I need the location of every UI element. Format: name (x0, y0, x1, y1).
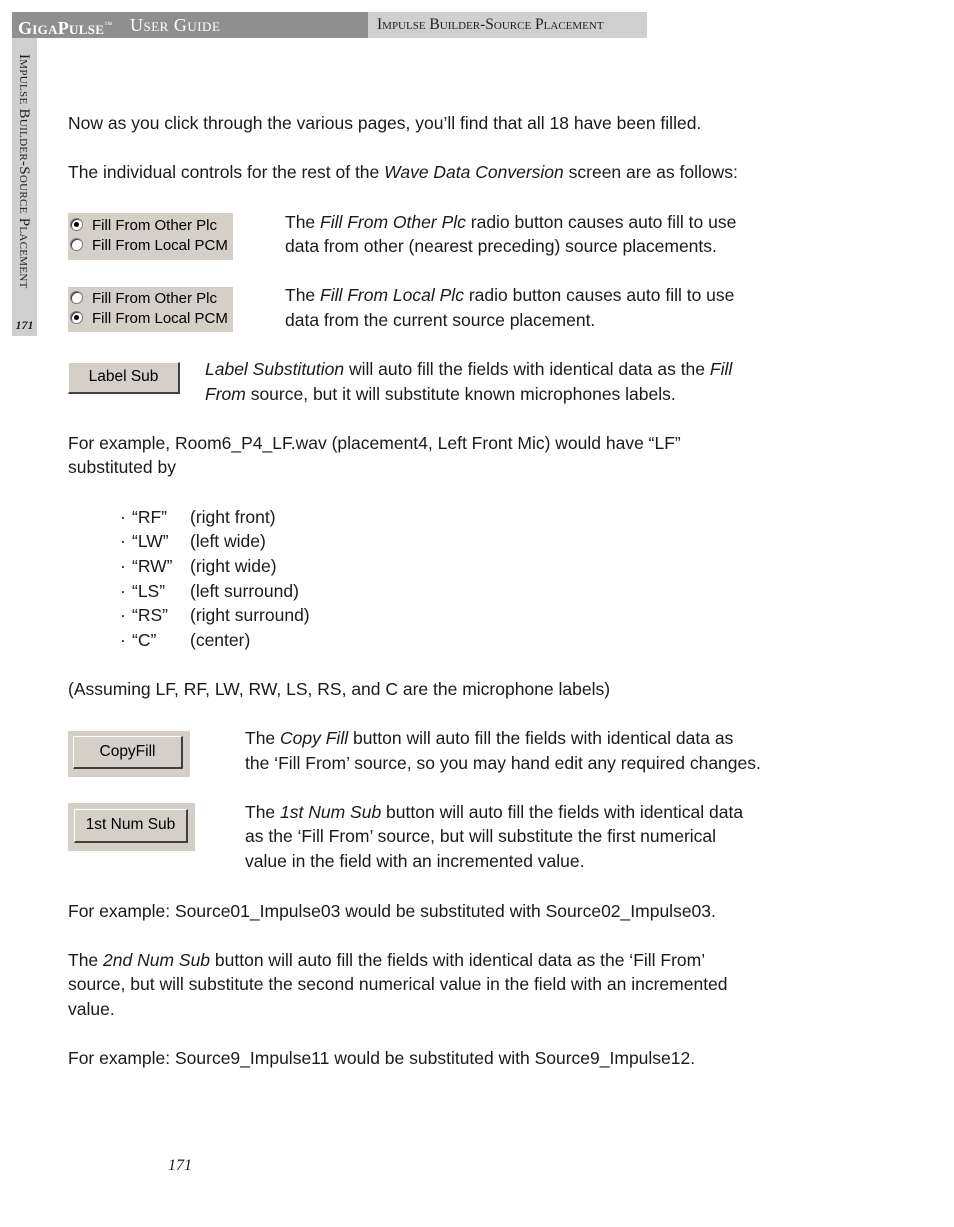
copy-fill-button[interactable]: CopyFill (73, 736, 183, 769)
bullet-icon: · (120, 630, 126, 650)
label-sub-desc-line2: From source, but it will substitute known microphones labels. (205, 384, 676, 404)
num-sub-desc-line2: as the ‘Fill From’ source, but will substitute the first numerical (245, 826, 717, 846)
header-brand-bar (12, 12, 368, 38)
radio-selected-icon (70, 311, 83, 324)
sub-code: “RW” (132, 556, 173, 576)
bullet-icon: · (120, 531, 126, 551)
side-tab (12, 38, 37, 336)
example1-line1: For example, Room6_P4_LF.wav (placement4, Left Front Mic) would have “LF” (68, 433, 681, 453)
side-tab-title: Impulse Builder-Source Placement (16, 54, 32, 289)
sub-code: “RS” (132, 605, 168, 625)
bullet-icon: · (120, 605, 126, 625)
bullet-icon: · (120, 556, 126, 576)
num-sub-desc-line1: The 1st Num Sub button will auto fill the fields with identical data (245, 802, 744, 822)
num-sub-desc-line3: value in the field with an incremented value. (245, 851, 585, 871)
local-desc-line1: The Fill From Local Plc radio button causes auto fill to use (285, 285, 735, 305)
radio-screenshot-other (68, 213, 233, 260)
radio-fill-local[interactable]: Fill From Local PCM (70, 236, 228, 256)
other-desc-line1: The Fill From Other Plc radio button causes auto fill to use (285, 212, 737, 232)
bullet-icon: · (120, 581, 126, 601)
intro-paragraph: Now as you click through the various pages, you’ll find that all 18 have been filled. (68, 113, 702, 133)
example3-paragraph: For example: Source9_Impulse11 would be substituted with Source9_Impulse12. (68, 1048, 696, 1068)
example1-line2: substituted by (68, 457, 176, 477)
assumption-paragraph: (Assuming LF, RF, LW, RW, LS, RS, and C are the microphone labels) (68, 679, 611, 699)
second-num-line3: value. (68, 999, 115, 1019)
first-num-sub-button[interactable]: 1st Num Sub (74, 809, 188, 843)
sub-meaning: (left wide) (190, 531, 266, 551)
radio-fill-other[interactable]: Fill From Other Plc (70, 289, 217, 309)
copy-fill-desc-line2: the ‘Fill From’ source, so you may hand edit any required changes. (245, 753, 761, 773)
brand-name: GigaPulse™ (18, 18, 113, 38)
sub-meaning: (right wide) (190, 556, 277, 576)
label-sub-desc-line1: Label Substitution will auto fill the fields with identical data as the Fill (205, 359, 733, 379)
sub-meaning: (right surround) (190, 605, 310, 625)
radio-screenshot-local (68, 287, 233, 332)
side-tab-page: 171 (15, 318, 34, 332)
page-number: 171 (168, 1157, 192, 1174)
second-num-line1: The 2nd Num Sub button will auto fill the fields with identical data as the ‘Fill From’ (68, 950, 706, 970)
sub-meaning: (right front) (190, 507, 276, 527)
radio-fill-other[interactable]: Fill From Other Plc (70, 216, 217, 236)
copy-fill-screenshot (68, 731, 190, 777)
sub-code: “LW” (132, 531, 169, 551)
radio-unselected-icon (70, 238, 83, 251)
num-sub-screenshot (68, 803, 195, 851)
label-sub-button[interactable]: Label Sub (68, 362, 180, 394)
sub-meaning: (center) (190, 630, 251, 650)
copy-fill-desc-line1: The Copy Fill button will auto fill the fields with identical data as (245, 728, 734, 748)
sub-code: “C” (132, 630, 157, 650)
radio-unselected-icon (70, 291, 83, 304)
other-desc-line2: data from other (nearest preceding) source placements. (285, 236, 717, 256)
guide-title: User Guide (130, 15, 221, 35)
radio-selected-icon (70, 218, 83, 231)
controls-paragraph: The individual controls for the rest of the Wave Data Conversion screen are as follows: (68, 162, 738, 182)
local-desc-line2: data from the current source placement. (285, 310, 596, 330)
example2-paragraph: For example: Source01_Impulse03 would be substituted with Source02_Impulse03. (68, 901, 716, 921)
bullet-icon: · (120, 507, 126, 527)
section-title: Impulse Builder-Source Placement (368, 12, 647, 38)
second-num-line2: source, but will substitute the second numerical value in the field with an incremented (68, 974, 728, 994)
radio-fill-local[interactable]: Fill From Local PCM (70, 309, 228, 329)
sub-code: “RF” (132, 507, 167, 527)
sub-meaning: (left surround) (190, 581, 299, 601)
trademark-mark: ™ (104, 20, 113, 29)
sub-code: “LS” (132, 581, 166, 601)
